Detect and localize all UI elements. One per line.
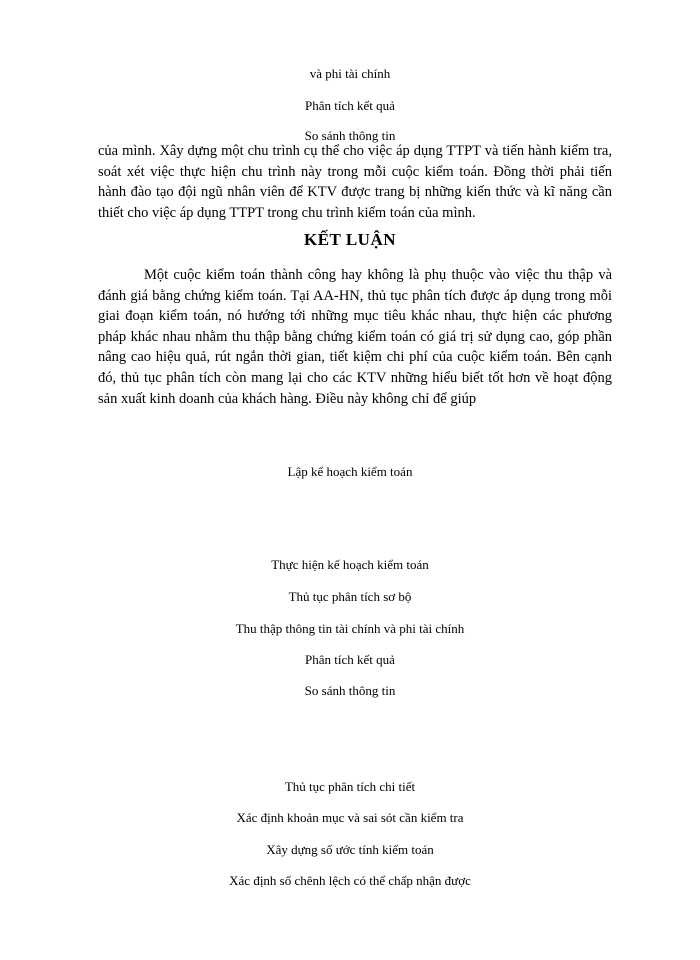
diagram-node-identify: Xác định khoản mục và sai sót cần kiểm tra: [236, 810, 464, 825]
diagram-item: So sánh thông tin: [304, 128, 396, 143]
body-paragraph: của mình. Xây dựng một chu trình cụ thể cho việc áp dụng TTPT và tiến hành kiểm tra, soát xét việc thực hiện chu trình này trong mỗi cuộc kiểm toán. Đồng thời phải tiến hành đào tạo đội ngũ nhân viên để KTV được trang bị những kiến thức và kĩ năng cần thiết cho việc áp dụng TTPT trong chu trình kiểm toán của mình.: [98, 143, 612, 221]
diagram-node-preliminary: Thủ tục phân tích sơ bộ: [288, 589, 412, 604]
diagram-node-estimate: Xây dựng số ước tính kiểm toán: [266, 842, 434, 857]
diagram-node-variance: Xác định số chênh lệch có thể chấp nhận được: [229, 873, 471, 888]
diagram-item: Phân tích kết quả: [305, 98, 395, 113]
section-heading: KẾT LUẬN: [303, 230, 396, 249]
diagram-node-execution: Thực hiện kế hoạch kiểm toán: [271, 557, 429, 572]
diagram-item: và phi tài chính: [309, 66, 391, 81]
diagram-node-compare: So sánh thông tin: [304, 683, 396, 698]
conclusion-paragraph: Một cuộc kiểm toán thành công hay không là phụ thuộc vào việc thu thập và đánh giá bằng chứng kiểm toán. Tại AA-HN, thủ tục phân tích được áp dụng trong mỗi giai đoạn kiểm toán, nó hướng tới những mục tiêu khác nhau, thực hiện các phương pháp khác nhau nhằm thu thập bằng chứng kiểm toán có giá trị sử dụng cao, góp phần nâng cao hiệu quả, rút ngắn thời gian, tiết kiệm chi phí của cuộc kiểm toán. Bên cạnh đó, thủ tục phân tích còn mang lại cho các KTV những hiểu biết tốt hơn về hoạt động sản xuất kinh doanh của khách hàng. Điều này không chỉ để giúp: [98, 267, 612, 407]
diagram-node-collect: Thu thập thông tin tài chính và phi tài chính: [235, 621, 465, 636]
diagram-node-detailed: Thủ tục phân tích chi tiết: [284, 779, 416, 794]
diagram-node-planning: Lập kế hoạch kiểm toán: [287, 464, 413, 479]
diagram-node-analyze: Phân tích kết quả: [305, 652, 395, 667]
